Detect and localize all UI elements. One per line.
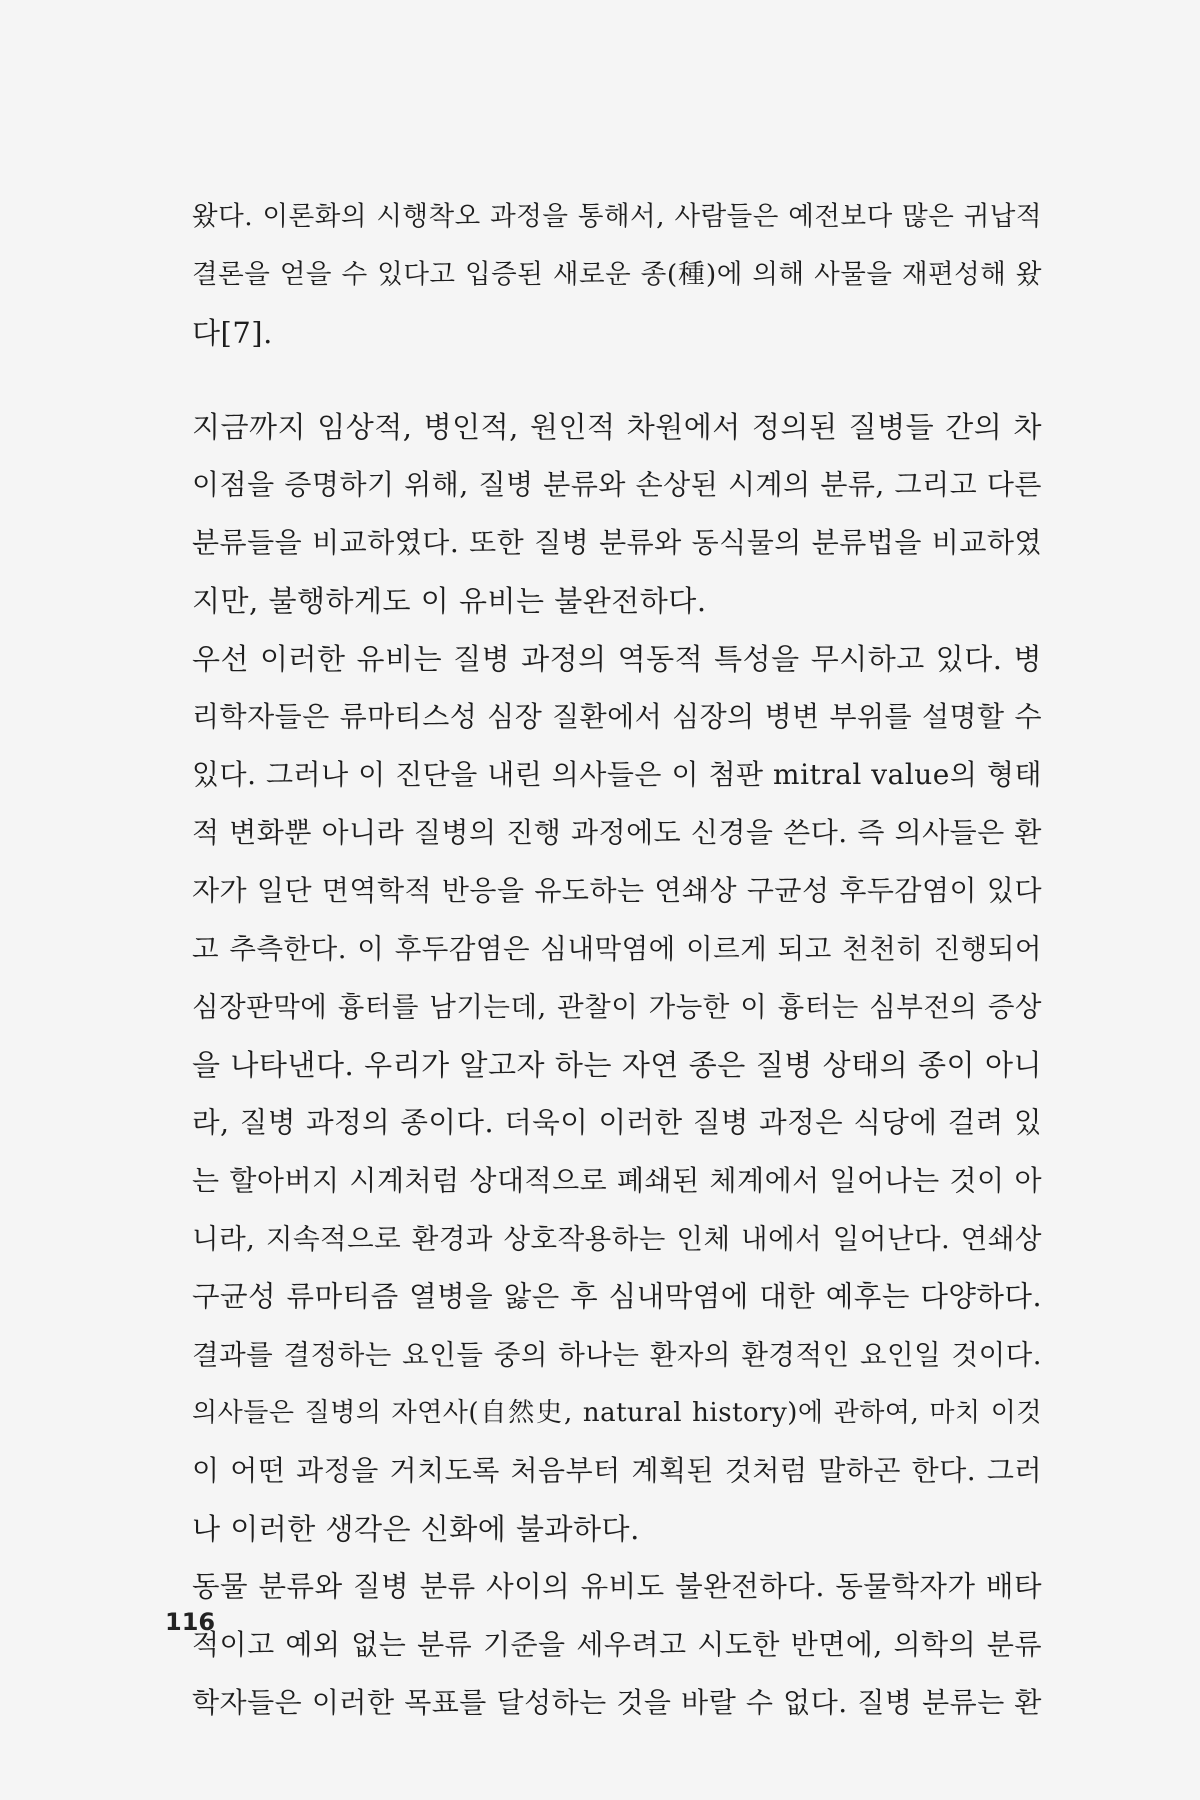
text-line: 니라, 지속적으로 환경과 상호작용하는 인체 내에서 일어난다. 연쇄상 bbox=[192, 1223, 1042, 1255]
text-line: 이 어떤 과정을 거치도록 처음부터 계획된 것처럼 말하곤 한다. 그러 bbox=[192, 1454, 1042, 1487]
text-line: 리학자들은 류마티스성 심장 질환에서 심장의 병변 부위를 설명할 수 bbox=[192, 700, 1042, 733]
text-line: 라, 질병 과정의 종이다. 더욱이 이러한 질병 과정은 식당에 걸려 있 bbox=[192, 1106, 1042, 1139]
text-line: 심장판막에 흉터를 남기는데, 관찰이 가능한 이 흉터는 심부전의 증상 bbox=[192, 991, 1042, 1023]
text-line: 구균성 류마티즘 열병을 앓은 후 심내막염에 대한 예후는 다양하다. bbox=[192, 1280, 1042, 1313]
text-line: 나 이러한 생각은 신화에 불과하다. bbox=[192, 1512, 640, 1546]
text-line: 다[7]. bbox=[192, 316, 273, 350]
text-line: 을 나타낸다. 우리가 알고자 하는 자연 종은 질병 상태의 종이 아니 bbox=[192, 1048, 1042, 1082]
text-line: 는 할아버지 시계처럼 상대적으로 폐쇄된 체계에서 일어나는 것이 아 bbox=[192, 1164, 1042, 1197]
text-line: 지만, 불행하게도 이 유비는 불완전하다. bbox=[192, 584, 707, 618]
text-line: 결론을 얻을 수 있다고 입증된 새로운 종(種)에 의해 사물을 재편성해 왔 bbox=[192, 259, 1042, 290]
text-line: 의사들은 질병의 자연사(自然史, natural history)에 관하여, 마치 이것 bbox=[192, 1398, 1042, 1428]
text-line: 우선 이러한 유비는 질병 과정의 역동적 특성을 무시하고 있다. 병 bbox=[192, 642, 1042, 676]
text-line: 결과를 결정하는 요인들 중의 하나는 환자의 환경적인 요인일 것이다. bbox=[192, 1339, 1042, 1371]
text-line: 동물 분류와 질병 분류 사이의 유비도 불완전하다. 동물학자가 배타 bbox=[192, 1570, 1042, 1603]
text-line: 적이고 예외 없는 분류 기준을 세우려고 시도한 반면에, 의학의 분류 bbox=[192, 1628, 1042, 1661]
paragraph-continued bbox=[192, 188, 1042, 362]
text-line: 이점을 증명하기 위해, 질병 분류와 손상된 시계의 분류, 그리고 다른 bbox=[192, 468, 1042, 501]
text-line: 왔다. 이론화의 시행착오 과정을 통해서, 사람들은 예전보다 많은 귀납적 bbox=[192, 201, 1042, 232]
text-line: 고 추측한다. 이 후두감염은 심내막염에 이르게 되고 천천히 진행되어 bbox=[192, 933, 1042, 965]
body-text bbox=[192, 398, 1042, 1732]
text-line: 학자들은 이러한 목표를 달성하는 것을 바랄 수 없다. 질병 분류는 환 bbox=[192, 1686, 1042, 1719]
text-line: 자가 일단 면역학적 반응을 유도하는 연쇄상 구균성 후두감염이 있다 bbox=[192, 874, 1042, 907]
text-line: 적 변화뿐 아니라 질병의 진행 과정에도 신경을 쓴다. 즉 의사들은 환 bbox=[192, 816, 1042, 849]
text-line: 지금까지 임상적, 병인적, 원인적 차원에서 정의된 질병들 간의 차 bbox=[192, 410, 1042, 444]
text-line: 있다. 그러나 이 진단을 내린 의사들은 이 첨판 mitral value의 형태 bbox=[192, 758, 1042, 791]
page-number: 116 bbox=[165, 1608, 216, 1636]
text-line: 분류들을 비교하였다. 또한 질병 분류와 동식물의 분류법을 비교하였 bbox=[192, 526, 1042, 559]
